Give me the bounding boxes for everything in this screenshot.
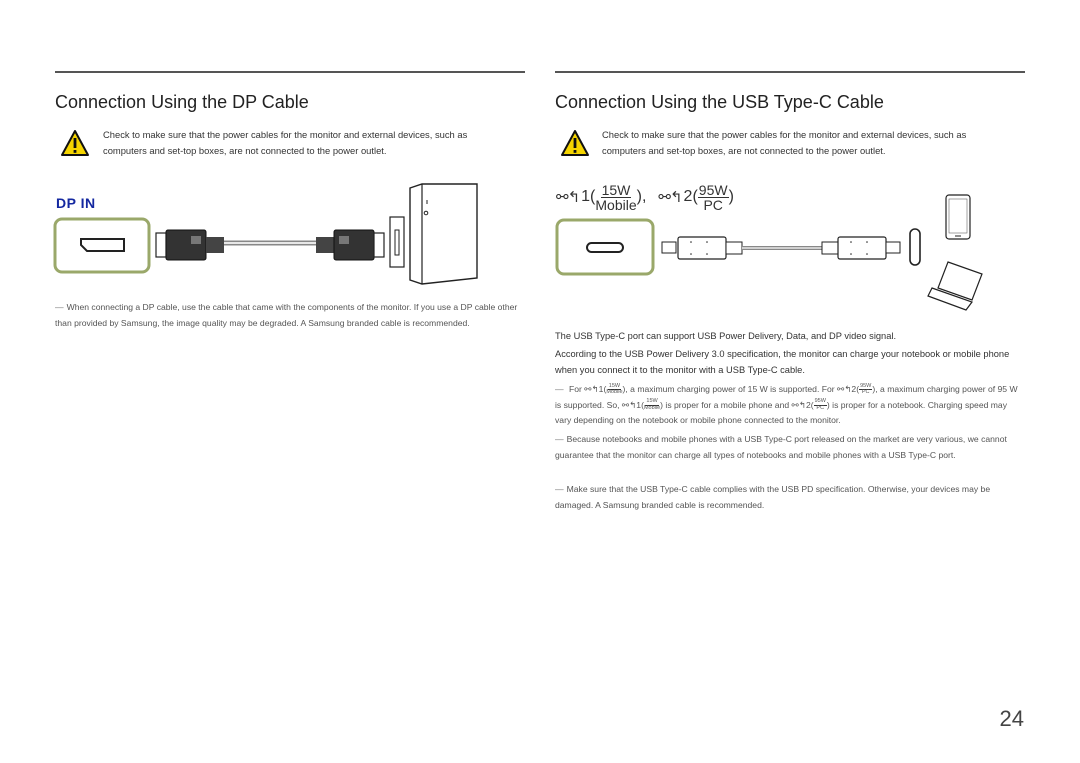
usb-power-icon: ⚯↰	[584, 384, 599, 394]
right-section-heading: Connection Using the USB Type-C Cable	[555, 92, 884, 112]
page-number: 24	[999, 706, 1024, 731]
dp-plug-left	[156, 230, 224, 260]
note-dash: —	[555, 484, 564, 494]
left-section-rule	[55, 71, 525, 73]
right-warning-text: Check to make sure that the power cables for the monitor and external devices, such as computers and set-top boxes, are not connected to the power outlet.	[602, 129, 967, 156]
usb-power-icon: ⚯↰	[556, 189, 580, 206]
usb-power-icon: ⚯↰	[837, 384, 852, 394]
usbc-connection-illustration	[550, 190, 995, 315]
note-dash: —	[555, 384, 564, 394]
left-warning-text: Check to make sure that the power cables for the monitor and external devices, such as computers and set-top boxes, are not connected to the power outlet.	[103, 129, 468, 156]
warning-icon	[560, 129, 590, 157]
note-dash: —	[555, 434, 564, 444]
dp-connection-illustration	[50, 180, 490, 290]
usbc-port-icon	[587, 243, 623, 252]
usb-power-icon: ⚯↰	[658, 189, 682, 206]
usbc-paragraph-2: According to the USB Power Delivery 3.0 specification, the monitor can charge your notebook or mobile phone when you connect it to the monitor with a USB Type-C cable.	[555, 349, 1010, 375]
right-section-rule	[555, 71, 1025, 73]
usb-power-icon: ⚯↰	[791, 399, 806, 410]
inline-port1-fraction: $\frac{15W}{\text{Mobile}}$	[606, 382, 623, 396]
port2-device: PC	[703, 196, 723, 213]
usbc-note-1: — For ⚯↰1( $\frac{15W}{\text{Mobile}}$ ), a maximum charging power of 15 W is supported. For ⚯↰2( $\frac{95W}{PC}$ ), a maximum charging power of 95 W is supported. So, ⚯↰1( $\frac{15W}{\text{Mobile}}$ ) is proper for a mobile phone and ⚯↰2( $\frac{95W}{PC}$ ) is proper for a notebook. Charging speed may vary depending on the notebook or mobile phone connected to the monitor.	[555, 382, 1018, 425]
dp-plug-right	[316, 230, 384, 260]
usbc-port-labels: ⚯↰ 1 ( $\frac{15W}{\text{Mobile}}$ ), ⚯↰ 2 ( $\frac{95W}{PC}$ )	[556, 181, 734, 213]
port1-power: 15W	[601, 181, 631, 198]
dp-port-icon	[81, 239, 124, 251]
usbc-note-2: — Because notebooks and mobile phones with a USB Type-C port released on the market are very various, we cannot guarantee that the monitor can charge all types of notebooks and mobile phones with a USB Type-C port.	[555, 434, 1007, 460]
usbc-plug-left	[662, 237, 742, 259]
usb-power-icon: ⚯↰	[621, 399, 637, 410]
mobile-phone-icon	[946, 195, 970, 239]
usbc-note-3: — Make sure that the USB Type-C cable complies with the USB PD specification. Otherwise, your devices may be damaged. A Samsung branded cable is recommended.	[555, 484, 991, 510]
laptop-icon	[928, 262, 982, 310]
inline-port2-fraction: $\frac{95W}{PC}$	[860, 382, 872, 396]
note-dash: —	[55, 302, 64, 312]
device-usbc-port-icon	[910, 229, 920, 265]
port1-device: Mobile	[595, 196, 637, 213]
left-note	[55, 300, 525, 331]
port1-index: 1	[581, 188, 591, 205]
port2-index: 2	[683, 188, 693, 205]
left-section-heading: Connection Using the DP Cable	[55, 92, 309, 112]
usbc-paragraph-1: The USB Type-C port can support USB Power Delivery, Data, and DP video signal.	[555, 331, 897, 341]
usbc-plug-right	[822, 237, 900, 259]
warning-icon	[60, 129, 90, 157]
pc-tower-icon	[390, 184, 477, 284]
dp-in-port-label: DP IN	[56, 195, 96, 211]
left-note-text: When connecting a DP cable, use the cable that came with the components of the monitor. If you use a DP cable other than provided by Samsung, the image quality may be degraded. A Samsung branded cable is recommended.	[55, 302, 518, 328]
port2-power: 95W	[698, 181, 728, 198]
